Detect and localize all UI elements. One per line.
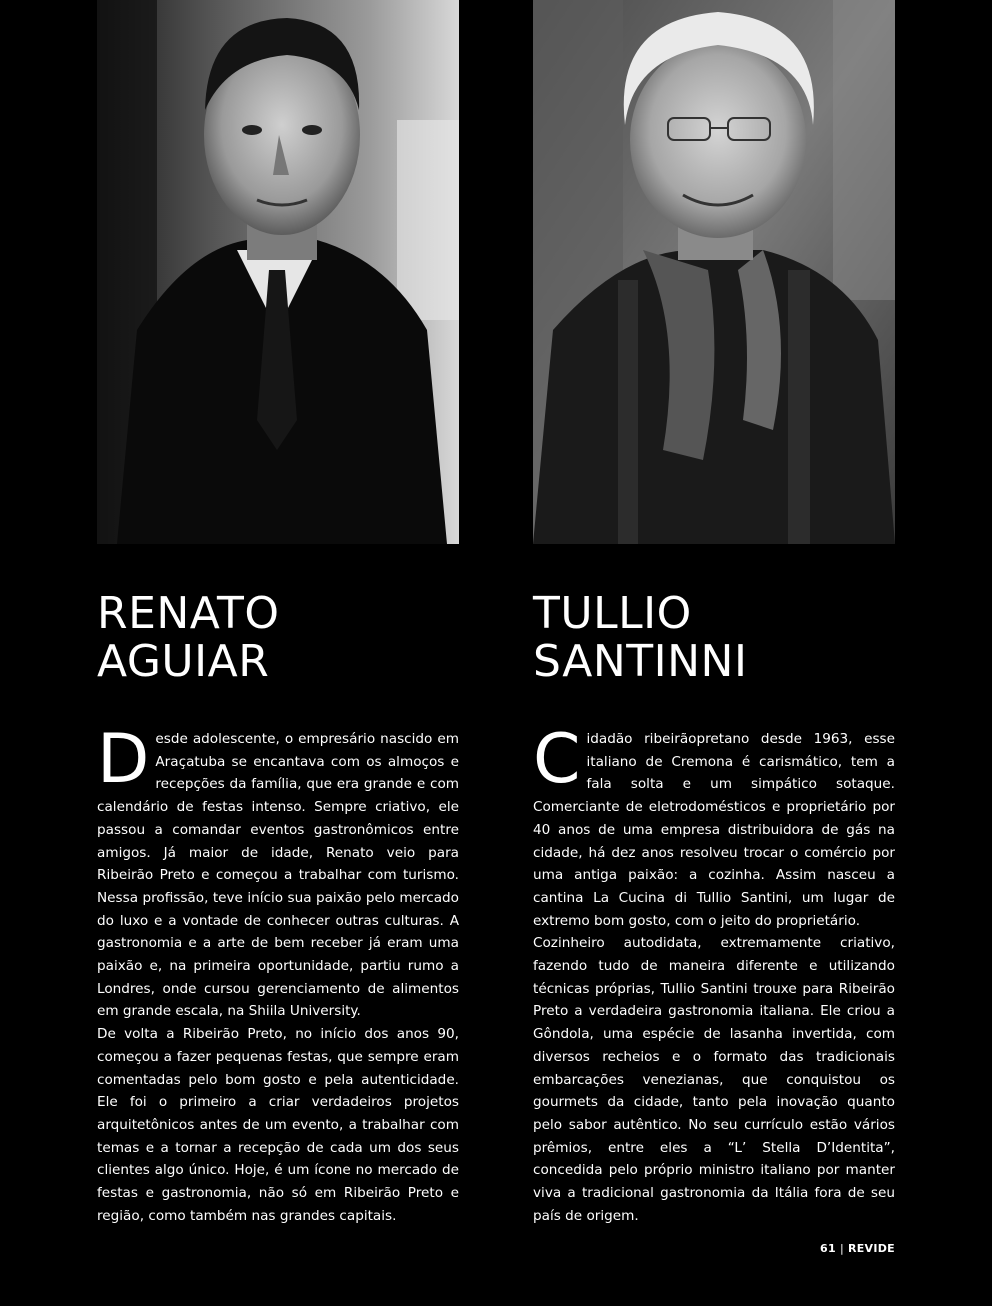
bio-renato-aguiar [97, 720, 459, 1227]
magazine-name: REVIDE [847, 1242, 895, 1255]
page-folio [820, 1242, 895, 1255]
portrait-tullio-santinni [533, 0, 895, 544]
portrait-renato-aguiar-image [97, 0, 459, 544]
person-name-tullio-santinni: TULLIO SANTINNI [533, 588, 748, 687]
person-name-renato-aguiar: RENATO AGUIAR [97, 588, 280, 687]
bio-paragraph: De volta a Ribeirão Preto, no início dos anos 90, começou a fazer pequenas festas, que sempre eram comentadas pelo bom gosto e pela autenticidade. Ele foi o primeiro a criar verdadeiros projetos arquitetônicos antes de um evento, a trabalhar com temas e a tornar a recepção de cada um dos seus clientes algo único. Hoje, é um ícone no mercado de festas e gastronomia, não só em Ribeirão Preto e região, como também nas grandes capitais. [97, 1026, 459, 1224]
portrait-renato-aguiar [97, 0, 459, 544]
bio-paragraph [533, 720, 895, 932]
bio-paragraph: Cozinheiro autodidata, extremamente criativo, fazendo tudo de maneira diferente e utilizando técnicas próprias, Tullio Santini trouxe para Ribeirão Preto a verdadeira gastronomia italiana. Ele criou a Gôndola, uma espécie de lasanha invertida, com diversos recheios e o formato das tradicionais embarcações venezianas, que conquistou os gourmets da cidade, tanto pela inovação quanto pelo sabor autêntico. No seu currículo estão vários prêmios, entre eles a “L’ Stella D’Identita”, concedida pelo próprio ministro italiano por manter viva a tradicional gastronomia da Itália fora de seu país de origem. [533, 935, 895, 1224]
drop-cap: C [533, 720, 581, 799]
drop-cap: D [97, 720, 150, 799]
bio-paragraph-text: esde adolescente, o empresário nascido em Araçatuba se encantava com os almoços e recepções da família, que era grande e com calendário de festas intenso. Sempre criativo, ele passou a comandar eventos gastronômicos entre amigos. Já maior de idade, Renato veio para Ribeirão Preto e começou a trabalhar com turismo. Nessa profissão, teve início sua paixão pelo mercado do luxo e a vontade de conhecer outras culturas. A gastronomia e a arte de bem receber já eram uma paixão e, na primeira oportunidade, partiu rumo a Londres, onde cursou gerenciamento de alimentos em grande escala, na Shiila University. [97, 731, 459, 1020]
bio-paragraph [97, 720, 459, 1023]
bio-tullio-santinni [533, 720, 895, 1227]
portrait-tullio-santinni-image [533, 0, 895, 544]
bio-paragraph-text: idadão ribeirãopretano desde 1963, esse italiano de Cremona é carismático, tem a fala solta e um simpático sotaque. Comerciante de eletrodomésticos e proprietário por 40 anos de uma empresa distribuidora de gás na cidade, há dez anos resolveu trocar o comércio por uma antiga paixão: a cozinha. Assim nasceu a cantina La Cucina di Tullio Santini, um lugar de extremo bom gosto, com o jeito do proprietário. [533, 731, 895, 929]
page-number: 61 [820, 1242, 836, 1255]
folio-separator: | [839, 1242, 844, 1255]
